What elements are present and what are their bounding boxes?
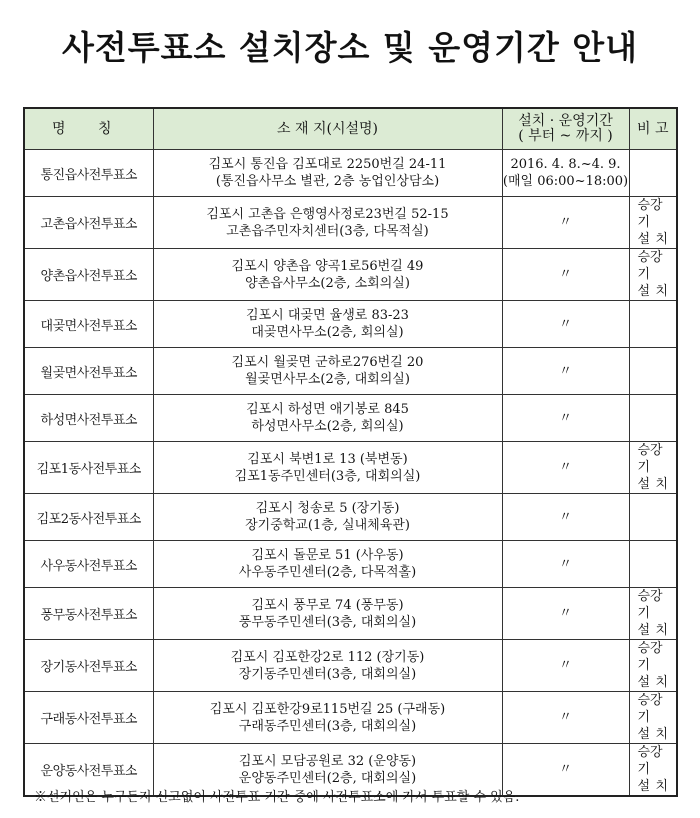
table-row bbox=[24, 348, 677, 395]
remark-line1: 승강기 bbox=[637, 641, 663, 673]
operating-period bbox=[502, 442, 629, 494]
header-name: 명 칭 bbox=[24, 108, 153, 150]
header-note: 비 고 bbox=[629, 108, 677, 150]
station-address bbox=[153, 348, 502, 395]
remark bbox=[629, 494, 677, 541]
operating-period bbox=[502, 197, 629, 249]
header-address: 소 재 지(시설명) bbox=[153, 108, 502, 150]
station-name: 사우동사전투표소 bbox=[24, 541, 153, 588]
station-address bbox=[153, 197, 502, 249]
period-line1: 〃 bbox=[558, 762, 572, 777]
remark bbox=[629, 541, 677, 588]
facility-line: 대곶면사무소(2층, 회의실) bbox=[251, 325, 404, 340]
facility-line: (통진읍사무소 별관, 2층 농업인상담소) bbox=[215, 174, 440, 189]
remark bbox=[629, 301, 677, 348]
remark-line1: 승강기 bbox=[637, 443, 663, 475]
period-line1: 〃 bbox=[558, 509, 572, 525]
operating-period bbox=[502, 301, 629, 348]
facility-line: 고촌읍주민자치센터(3층, 다목적실) bbox=[226, 223, 429, 239]
table-row bbox=[24, 588, 677, 640]
table-row bbox=[24, 692, 677, 744]
remark-line2: 설 치 bbox=[637, 623, 668, 638]
address-line: 김포시 돌문로 51 (사우동) bbox=[251, 548, 404, 563]
remark bbox=[629, 197, 677, 249]
page-title: 사전투표소 설치장소 및 운영기간 안내 bbox=[61, 28, 638, 67]
operating-period bbox=[502, 588, 629, 640]
station-address bbox=[153, 588, 502, 640]
remark bbox=[629, 692, 677, 744]
station-name: 양촌읍사전투표소 bbox=[24, 249, 153, 301]
facility-line: 하성면사무소(2층, 회의실) bbox=[251, 419, 404, 434]
remark-line1: 승강기 bbox=[637, 693, 663, 725]
facility-line: 김포1동주민센터(3층, 대회의실) bbox=[234, 468, 421, 484]
period-line1: 2016. 4. 8.~4. 9. bbox=[510, 157, 621, 172]
remark bbox=[629, 640, 677, 692]
facility-line: 사우동주민센터(2층, 다목적홀) bbox=[238, 565, 417, 580]
facility-line: 장기동주민센터(3층, 대회의실) bbox=[238, 666, 417, 682]
address-line: 김포시 하성면 애기봉로 845 bbox=[246, 402, 409, 417]
operating-period bbox=[502, 541, 629, 588]
station-name: 고촌읍사전투표소 bbox=[24, 197, 153, 249]
station-address bbox=[153, 494, 502, 541]
table-row bbox=[24, 640, 677, 692]
facility-line: 운양동주민센터(2층, 대회의실) bbox=[238, 770, 417, 786]
address-line: 김포시 풍무로 74 (풍무동) bbox=[251, 597, 404, 613]
station-name: 김포2동사전투표소 bbox=[24, 494, 153, 541]
table-row bbox=[24, 442, 677, 494]
station-address bbox=[153, 692, 502, 744]
remark bbox=[629, 442, 677, 494]
address-line: 김포시 월곶면 군하로276번길 20 bbox=[231, 355, 424, 370]
operating-period bbox=[502, 395, 629, 442]
address-line: 김포시 모담공원로 32 (운양동) bbox=[238, 753, 417, 769]
remark-line1: 승강기 bbox=[637, 198, 663, 230]
station-name: 풍무동사전투표소 bbox=[24, 588, 153, 640]
remark bbox=[629, 348, 677, 395]
remark-line2: 설 치 bbox=[637, 284, 668, 299]
remark-line2: 설 치 bbox=[637, 675, 668, 690]
address-line: 김포시 북변1로 13 (북변동) bbox=[247, 451, 408, 467]
operating-period bbox=[502, 640, 629, 692]
remark-line1: 승강기 bbox=[637, 745, 663, 777]
period-line1: 〃 bbox=[558, 658, 572, 673]
table-row bbox=[24, 541, 677, 588]
operating-period bbox=[502, 348, 629, 395]
period-line1: 〃 bbox=[558, 556, 572, 572]
remark bbox=[629, 395, 677, 442]
period-line1: 〃 bbox=[558, 710, 572, 725]
station-address bbox=[153, 301, 502, 348]
remark-line2: 설 치 bbox=[637, 232, 668, 247]
remark bbox=[629, 588, 677, 640]
period-line1: 〃 bbox=[558, 267, 572, 282]
period-line2: (매일 06:00~18:00) bbox=[502, 174, 629, 189]
operating-period bbox=[502, 150, 629, 197]
period-line1: 〃 bbox=[558, 606, 572, 621]
period-line1: 〃 bbox=[558, 316, 572, 332]
table-header-row bbox=[24, 108, 677, 150]
station-name: 대곶면사전투표소 bbox=[24, 301, 153, 348]
table-row bbox=[24, 197, 677, 249]
address-line: 김포시 청송로 5 (장기동) bbox=[255, 501, 400, 516]
remark-line1: 승강기 bbox=[637, 589, 663, 621]
station-name: 통진읍사전투표소 bbox=[24, 150, 153, 197]
address-line: 김포시 김포한강9로115번길 25 (구래동) bbox=[209, 701, 446, 717]
footnote: ※선거인은 누구든지 신고없이 사전투표 기간 중에 사전투표소에 가서 투표할 수 있음. bbox=[34, 790, 520, 805]
remark-line2: 설 치 bbox=[637, 477, 668, 492]
operating-period bbox=[502, 249, 629, 301]
remark-line2: 설 치 bbox=[637, 779, 668, 794]
station-address bbox=[153, 249, 502, 301]
station-name: 구래동사전투표소 bbox=[24, 692, 153, 744]
station-name: 하성면사전투표소 bbox=[24, 395, 153, 442]
station-name: 장기동사전투표소 bbox=[24, 640, 153, 692]
station-address bbox=[153, 541, 502, 588]
station-name: 월곶면사전투표소 bbox=[24, 348, 153, 395]
header-period-line1: 설치 · 운영기간 bbox=[518, 113, 613, 129]
period-line1: 〃 bbox=[558, 460, 572, 475]
facility-line: 구래동주민센터(3층, 대회의실) bbox=[238, 718, 417, 734]
remark-line2: 설 치 bbox=[637, 727, 668, 742]
table-row bbox=[24, 301, 677, 348]
facility-line: 월곶면사무소(2층, 대회의실) bbox=[245, 372, 410, 387]
period-line1: 〃 bbox=[558, 410, 572, 426]
station-name: 운양동사전투표소 bbox=[24, 744, 153, 797]
table-row bbox=[24, 494, 677, 541]
facility-line: 양촌읍사무소(2층, 소회의실) bbox=[245, 275, 410, 291]
operating-period bbox=[502, 494, 629, 541]
facility-line: 장기중학교(1층, 실내체육관) bbox=[245, 518, 410, 533]
station-address bbox=[153, 150, 502, 197]
station-name: 김포1동사전투표소 bbox=[24, 442, 153, 494]
header-period bbox=[502, 108, 629, 150]
table-row bbox=[24, 249, 677, 301]
station-address bbox=[153, 395, 502, 442]
operating-period bbox=[502, 692, 629, 744]
polling-station-table bbox=[23, 107, 678, 797]
remark bbox=[629, 249, 677, 301]
address-line: 김포시 고촌읍 은행영사정로23번길 52-15 bbox=[206, 206, 449, 222]
address-line: 김포시 대곶면 율생로 83-23 bbox=[246, 308, 409, 323]
period-line1: 〃 bbox=[558, 363, 572, 379]
remark bbox=[629, 150, 677, 197]
table-row bbox=[24, 150, 677, 197]
address-line: 김포시 양촌읍 양곡1로56번길 49 bbox=[231, 258, 424, 274]
period-line1: 〃 bbox=[558, 215, 572, 230]
address-line: 김포시 통진읍 김포대로 2250번길 24-11 bbox=[208, 157, 447, 172]
remark-line1: 승강기 bbox=[637, 250, 663, 282]
station-address bbox=[153, 640, 502, 692]
header-period-line2: ( 부터 ~ 까지 ) bbox=[518, 128, 613, 144]
station-address bbox=[153, 442, 502, 494]
address-line: 김포시 김포한강2로 112 (장기동) bbox=[230, 649, 425, 665]
facility-line: 풍무동주민센터(3층, 대회의실) bbox=[238, 614, 417, 630]
table-row bbox=[24, 395, 677, 442]
